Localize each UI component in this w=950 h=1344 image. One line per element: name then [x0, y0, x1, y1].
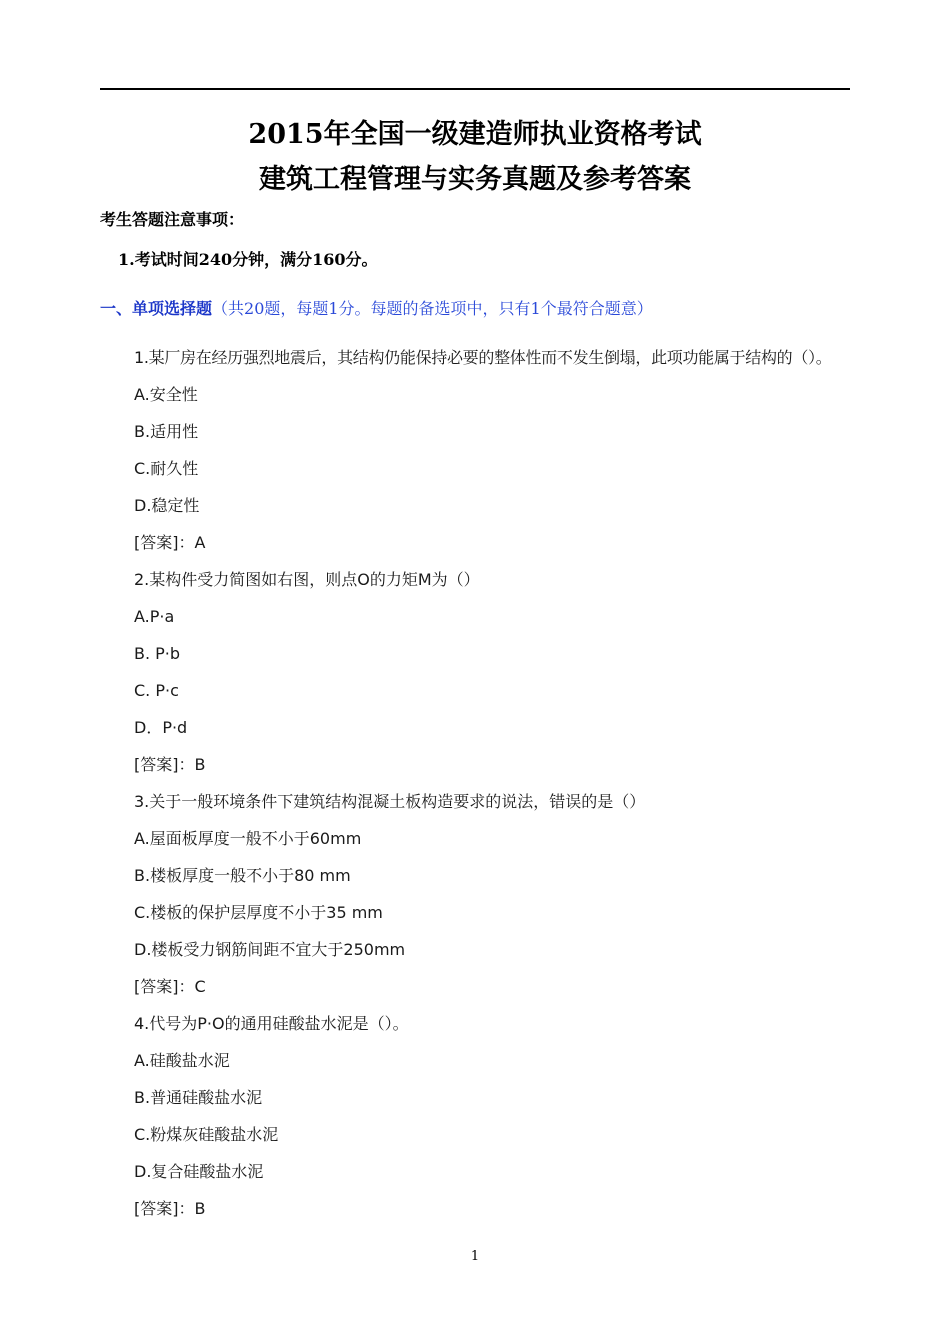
page-number: 1 — [470, 1249, 480, 1264]
option-d: D.稳定性 — [134, 496, 200, 515]
option-b: B. P·b — [134, 644, 181, 663]
option-c: C.耐久性 — [134, 459, 199, 478]
answer: [答案]：B — [134, 755, 206, 774]
question-stem: 3.关于一般环境条件下建筑结构混凝土板构造要求的说法，错误的是（） — [134, 792, 646, 811]
question-stem: 4.代号为P·O的通用硅酸盐水泥是（）。 — [134, 1014, 409, 1033]
option-a: A.硅酸盐水泥 — [134, 1051, 230, 1070]
header-rule — [100, 88, 850, 90]
section-note: （共20题，每题1分。每题的备选项中，只有1个最符合题意） — [212, 299, 653, 318]
option-b: B.楼板厚度一般不小于80 mm — [134, 866, 351, 885]
notice-item: 1.考试时间240分钟，满分160分。 — [118, 250, 378, 269]
section-title: 一、单项选择题 — [100, 299, 213, 318]
option-b: B.适用性 — [134, 422, 199, 441]
option-a: A.P·a — [134, 607, 175, 626]
option-d: D．P·d — [134, 718, 188, 737]
option-c: C.楼板的保护层厚度不小于35 mm — [134, 903, 383, 922]
question-list — [134, 345, 850, 1233]
option-a: A.安全性 — [134, 385, 198, 404]
answer: [答案]：C — [134, 977, 206, 996]
option-c: C.粉煤灰硅酸盐水泥 — [134, 1125, 279, 1144]
option-b: B.普通硅酸盐水泥 — [134, 1088, 263, 1107]
answer: [答案]：A — [134, 533, 206, 552]
option-a: A.屋面板厚度一般不小于60mm — [134, 829, 362, 848]
answer: [答案]：B — [134, 1199, 206, 1218]
notice-heading: 考生答题注意事项： — [100, 210, 245, 229]
document-title-line2: 建筑工程管理与实务真题及参考答案 — [259, 164, 691, 195]
option-d: D.复合硅酸盐水泥 — [134, 1162, 264, 1181]
option-d: D.楼板受力钢筋间距不宜大于250mm — [134, 940, 406, 959]
section-heading — [100, 297, 653, 321]
question-stem: 1.某厂房在经历强烈地震后，其结构仍能保持必要的整体性而不发生倒塌，此项功能属于结构的（）。 — [134, 348, 832, 367]
question-stem: 2.某构件受力简图如右图，则点O的力矩M为（） — [134, 570, 480, 589]
document-title-line1: 2015年全国一级建造师执业资格考试 — [248, 119, 702, 150]
option-c: C. P·c — [134, 681, 179, 700]
